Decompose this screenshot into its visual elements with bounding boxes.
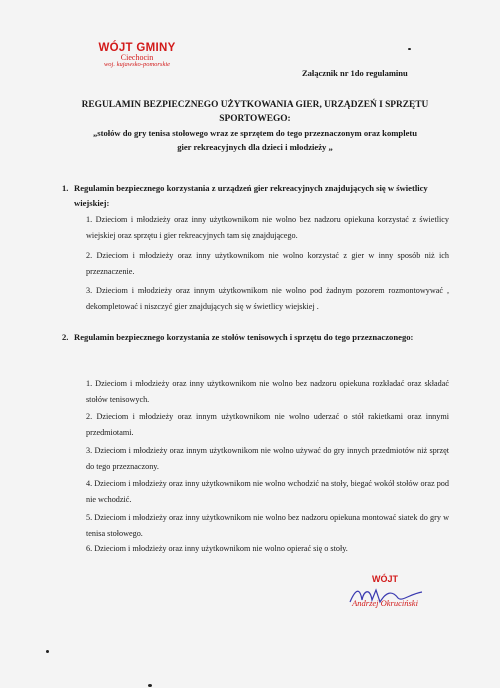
stamp-line-1: WÓJT GMINY: [98, 42, 176, 54]
section-2-item-1: 1. Dzieciom i młodzieży oraz inny użytkownikom nie wolno bez nadzoru opiekuna rozkładać oraz składać stołów tenisowych.: [86, 379, 449, 404]
handwritten-signature: [346, 584, 426, 608]
stamp-line-2: Ciechocin: [120, 53, 154, 63]
section-2-item-5: 5. Dzieciom i młodzieży oraz inny użytkownikom nie wolno bez nadzoru opiekuna montować siatek do gry w tenisa stołowego.: [86, 513, 449, 538]
title-line-1: REGULAMIN BEZPIECZNEGO UŻYTKOWANIA GIER, URZĄDZEŃ I SPRZĘTU: [81, 100, 429, 110]
section-2-item-4: 4. Dzieciom i młodzieży oraz inny użytkownikom nie wolno wchodzić na stoły, biegać wokół stołów oraz pod nie wchodzić.: [86, 479, 449, 504]
section-2-item-3: 3. Dzieciom i młodzieży oraz innym użytkownikom nie wolno używać do gry innych przedmiotów niż sprzęt do tego przeznaczony.: [86, 446, 449, 471]
title-line-4: gier rekreacyjnych dla dzieci i młodzieży „: [177, 142, 333, 152]
section-1-item-1: 1. Dzieciom i młodzieży oraz inny użytkownikom nie wolno bez nadzoru opiekuna korzystać z świetlicy wiejskiej oraz sprzętu i gier rekreacyjnych tam się znajdującego.: [86, 215, 449, 240]
attachment-label: Załącznik nr 1do regulaminu: [302, 68, 408, 78]
section-1-heading: [62, 181, 449, 211]
title-line-2: SPORTOWEGO:: [219, 114, 291, 124]
section-2-heading: [62, 330, 449, 345]
section-2-item-2: 2. Dzieciom i młodzieży oraz innym użytkownikom nie wolno uderzać o stół rakietkami oraz innymi przedmiotami.: [86, 412, 449, 437]
signature-name: Andrzej Okruciński: [352, 598, 418, 608]
title-line-3: „stołów do gry tenisa stołowego wraz ze sprzętem do tego przeznaczonym oraz kompletu: [92, 128, 418, 138]
section-1-item-3: 3. Dzieciom i młodzieży oraz innym użytkownikom nie wolno pod żadnym pozorem rozmontowywać , dekompletować i niszczyć gier znajdujących się w świetlicy wiejskiej .: [86, 286, 449, 311]
section-1-number: 1.: [62, 183, 69, 193]
section-1-heading-text: Regulamin bezpiecznego korzystania z urządzeń gier rekreacyjnych znajdujących się w świetlicy wiejskiej:: [74, 183, 428, 208]
section-2-number: 2.: [62, 332, 69, 342]
section-2-heading-text: Regulamin bezpiecznego korzystania ze stołów tenisowych i sprzętu do tego przeznaczonego:: [74, 332, 414, 342]
section-1-item-2: 2. Dzieciom i młodzieży oraz inny użytkownikom nie wolno korzystać z gier w inny sposób niż ich przeznaczenie.: [86, 251, 449, 276]
signature-block: [340, 574, 430, 608]
paper-speck: [408, 48, 411, 50]
signature-title: WÓJT: [372, 574, 398, 584]
paper-speck: [148, 684, 152, 687]
stamp-line-3: woj. kujawsko-pomorskie: [103, 61, 171, 69]
section-2-item-6: 6. Dzieciom i młodzieży oraz inny użytkownikom nie wolno opierać się o stoły.: [86, 544, 348, 553]
office-stamp: [82, 42, 192, 69]
paper-speck: [46, 650, 49, 653]
